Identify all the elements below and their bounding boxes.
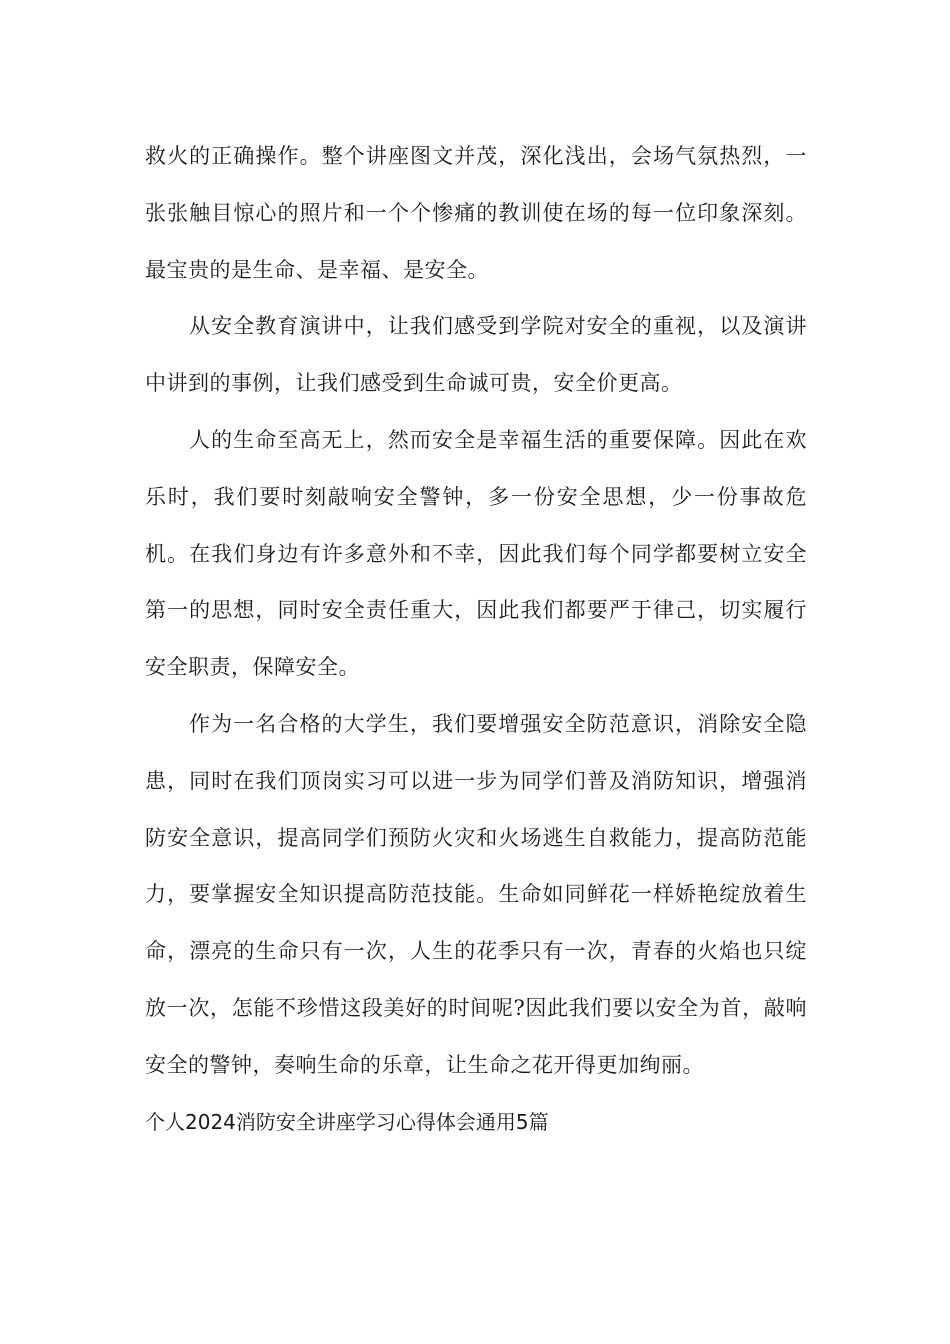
paragraph-life-supreme: 人的生命至高无上，然而安全是幸福生活的重要保障。因此在欢乐时，我们要时刻敲响安全警钟，多一份安全思想，少一份事故危机。在我们身边有许多意外和不幸，因此我们每个同学都要树立安全第一的思想，同时安全责任重大，因此我们都要严于律己，切实履行安全职责，保障安全。	[145, 427, 807, 680]
paragraph-safety-education: 从安全教育演讲中，让我们感受到学院对安全的重视，以及演讲中讲到的事例，让我们感受到生命诚可贵，安全价更高。	[145, 314, 807, 396]
document-body	[145, 128, 807, 1150]
paragraph-continuation: 救火的正确操作。整个讲座图文并茂，深化浅出，会场气氛热烈，一张张触目惊心的照片和一个个惨痛的教训使在场的每一位印象深刻。 最宝贵的是生命、是幸福、是安全。	[145, 144, 807, 282]
paragraph-college-student: 作为一名合格的大学生，我们要增强安全防范意识，消除安全隐患，同时在我们顶岗实习可以进一步为同学们普及消防知识，增强消防安全意识，提高同学们预防火灾和火场逃生自救能力，提高防范能力，要掌握安全知识提高防范技能。生命如同鲜花一样娇艳绽放着生命，漂亮的生命只有一次，人生的花季只有一次，青春的火焰也只绽放一次，怎能不珍惜这段美好的时间呢?因此我们要以安全为首，敲响安全的警钟，奏响生命的乐章，让生命之花开得更加绚丽。	[145, 711, 807, 1077]
document-heading: 个人2024消防安全讲座学习心得体会通用5篇	[145, 1109, 549, 1134]
